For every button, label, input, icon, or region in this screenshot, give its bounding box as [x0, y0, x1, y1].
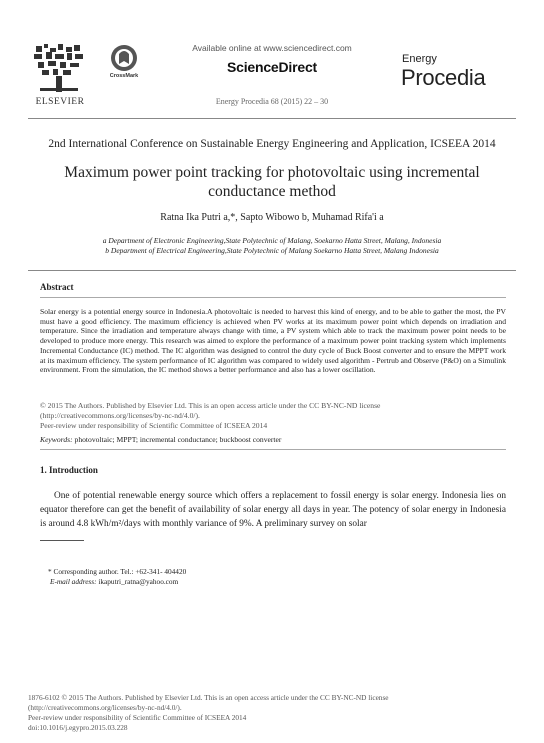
footer-peer-review: Peer-review under responsibility of Scientific Committee of ICSEEA 2014 [28, 713, 247, 722]
keywords-list: photovoltaic; MPPT; incremental conductance; buckboost converter [72, 435, 282, 444]
abstract-body: Solar energy is a potential energy source in Indonesia.A photovoltaic is needed to harvest this kind of energy, and to be able to gather the most, the PV must have a good efficiency. The maximum efficiency is achieved when PV works at its maximum power point which depends on irradiation and temperature. Since the irradiation and temperature always change with time, a PV system which able to track the maximum power point needs to be developed to produce more energy. This research was aimed to explore the performance of a maximum power point tracking system which implements Incremental Conductance (IC) method. The IC algorithm was designed to control the duty cycle of Buck Boost converter and to ensure the MPPT work at its maximum efficiency. The system performance of IC algorithm was compared to widely used algorithm - Pertrub and Observe (P&O) on a Simulink environment. From the simulation, the IC method shows a better performance and also has a lower oscillation. [40, 307, 506, 375]
email-note [50, 577, 178, 586]
keywords-line [40, 435, 506, 444]
introduction-heading: 1. Introduction [40, 465, 98, 475]
footnote-rule [40, 540, 84, 541]
keywords-divider [40, 449, 506, 450]
journal-citation: Energy Procedia 68 (2015) 22 – 30 [215, 97, 329, 106]
sciencedirect-brand: ScienceDirect [226, 59, 317, 75]
author-list: Ratna Ika Putri a,*, Sapto Wibowo b, Muhamad Rifa'i a [160, 212, 384, 223]
peer-review-notice: Peer-review under responsibility of Scientific Committee of ICSEEA 2014 [40, 421, 268, 430]
footer-doi[interactable]: doi:10.1016/j.egypro.2015.03.228 [28, 723, 128, 732]
title-divider [28, 270, 516, 271]
journal-name-small: Energy [402, 53, 437, 65]
copyright-notice: © 2015 The Authors. Published by Elsevier Ltd. This is an open access article under the CC BY-NC-ND license [40, 401, 381, 410]
corresponding-author-note: * Corresponding author. Tel.: +62-341- 404420 [48, 567, 187, 576]
email-label: E-mail address: [50, 577, 97, 586]
conference-name: 2nd International Conference on Sustainable Energy Engineering and Application, ICSEEA 2014 [48, 138, 496, 150]
keywords-label: Keywords: [40, 435, 73, 444]
abstract-heading: Abstract [40, 282, 74, 292]
header-divider [28, 118, 516, 119]
introduction-body: One of potential renewable energy source which offers a replacement to fossil energy is solar energy. Indonesia lies on equator therefore can get the benefit of availability of solar energy all days in year. The potency of solar energy in Indonesia is around 4.8 kWh/m²/days with monthly variance of 9%. A preliminary survey on solar [40, 491, 506, 529]
email-address[interactable]: ikaputri_ratna@yahoo.com [96, 577, 179, 586]
affiliation-b: b Department of Electrical Engineering,State Polytechnic of Malang Soekarno Hatta Street, Malang Indonesia [105, 246, 439, 255]
journal-name-large: Procedia [401, 65, 486, 90]
footer-license-link[interactable]: (http://creativecommons.org/licenses/by-nc-nd/4.0/). [28, 703, 182, 712]
footer-issn-license: 1876-6102 © 2015 The Authors. Published by Elsevier Ltd. This is an open access article under the CC BY-NC-ND license [28, 693, 389, 702]
affiliation-a: a Department of Electronic Engineering,State Polytechnic of Malang, Soekarno Hatta Street, Malang, Indonesia [102, 236, 442, 245]
abstract-rule [40, 297, 506, 298]
available-online-text: Available online at www.sciencedirect.com [192, 43, 352, 53]
license-link[interactable]: (http://creativecommons.org/licenses/by-nc-nd/4.0/). [40, 411, 200, 420]
paper-title: Maximum power point tracking for photovoltaic using incremental conductance method [64, 164, 480, 200]
crossmark-label: CrossMark [109, 73, 139, 79]
publisher-wordmark: ELSEVIER [35, 97, 85, 107]
